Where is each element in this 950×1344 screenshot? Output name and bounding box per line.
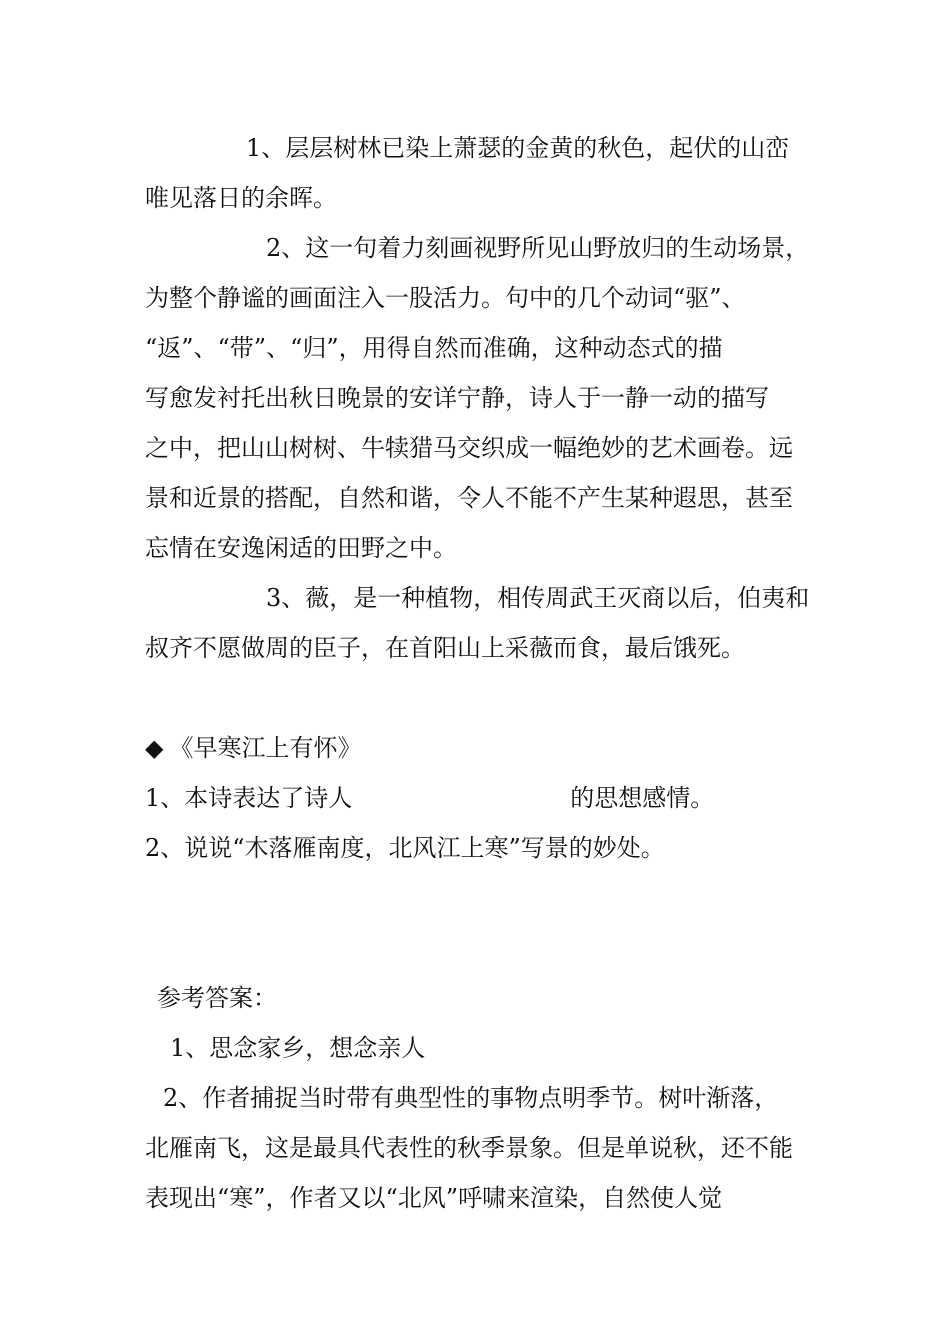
reference-answer-2-line-3: 表现出“寒”，作者又以“北风”呼啸来渲染，自然使人觉 bbox=[145, 1184, 723, 1212]
question-2: 2、说说“木落雁南度，北风江上寒”写景的妙处。 bbox=[145, 834, 665, 862]
answer-2-line-6: 景和近景的搭配，自然和谐，令人不能不产生某种遐思，甚至 bbox=[145, 484, 793, 512]
reference-answer-2-line-2: 北雁南飞，这是最具代表性的秋季景象。但是单说秋，还不能 bbox=[145, 1134, 793, 1162]
answer-2-line-3: “返”、“带”、“归”，用得自然而准确，这种动态式的描 bbox=[145, 334, 723, 362]
reference-heading: 参考答案： bbox=[157, 984, 277, 1012]
reference-answer-1: 1、思念家乡，想念亲人 bbox=[170, 1034, 426, 1062]
answer-2-line-5: 之中，把山山树树、牛犊猎马交织成一幅绝妙的艺术画卷。远 bbox=[145, 434, 793, 462]
answer-3-line-1: 3、薇，是一种植物，相传周武王灭商以后，伯夷和 bbox=[266, 584, 810, 612]
poem-title bbox=[145, 732, 361, 764]
question-1-suffix: 的思想感情。 bbox=[570, 784, 715, 812]
question-1 bbox=[145, 782, 714, 814]
diamond-bullet-icon: ◆ bbox=[145, 734, 164, 762]
answer-3-line-2: 叔齐不愿做周的臣子，在首阳山上采薇而食，最后饿死。 bbox=[145, 634, 745, 662]
answer-2-line-1: 2、这一句着力刻画视野所见山野放归的生动场景， bbox=[266, 234, 810, 262]
poem-title-text: 《早寒江上有怀》 bbox=[169, 734, 362, 762]
answer-2-line-4: 写愈发衬托出秋日晚景的安详宁静，诗人于一静一动的描写 bbox=[145, 384, 769, 412]
answer-1-line-1: 1、层层树林已染上萧瑟的金黄的秋色，起伏的山峦 bbox=[246, 134, 790, 162]
question-1-prefix: 1、本诗表达了诗人 bbox=[145, 784, 353, 812]
reference-answer-2-line-1: 2、作者捕捉当时带有典型性的事物点明季节。树叶渐落， bbox=[163, 1084, 779, 1112]
answer-2-line-2: 为整个静谧的画面注入一股活力。句中的几个动词“驱”、 bbox=[145, 284, 746, 312]
answer-1-line-2: 唯见落日的余晖。 bbox=[145, 184, 337, 212]
answer-2-line-7: 忘情在安逸闲适的田野之中。 bbox=[145, 534, 457, 562]
